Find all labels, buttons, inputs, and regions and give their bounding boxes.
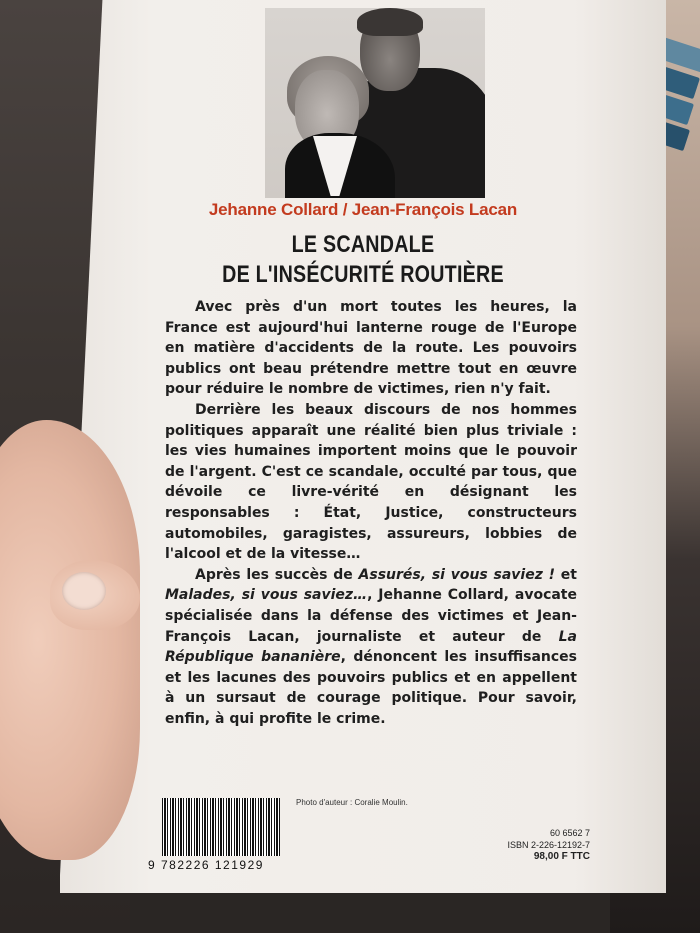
title-line-1: LE SCANDALE — [291, 231, 435, 258]
hand — [0, 420, 140, 860]
author-photo — [265, 8, 485, 198]
isbn-block — [500, 827, 590, 863]
book-authors: Jehanne Collard / Jean-François Lacan — [208, 200, 518, 219]
price: 98,00 F TTC — [533, 851, 590, 862]
photo-credit: Photo d'auteur : Coralie Moulin. — [296, 798, 408, 807]
product-code: 60 6562 7 — [549, 828, 590, 838]
blurb-paragraph-2: Derrière les beaux discours de nos hommes politiques apparaît une réalité bien plus triviale : les vies humaines importent moins que le pouvoir de l'argent. C'est ce scandale, occulté par tous, que dévoile ce livre-vérité en désignant les responsables : État, Justice, constructeurs automobiles, garagistes, assureurs, lobbies de l'alcool et de la vitesse… — [165, 401, 577, 563]
barcode — [162, 798, 280, 856]
thumbnail-nail — [62, 572, 106, 610]
book-title — [115, 230, 612, 290]
barcode-number: 9 782226 121929 — [148, 858, 264, 872]
title-line-2: DE L'INSÉCURITÉ ROUTIÈRE — [222, 261, 504, 288]
blurb-paragraph-3: Après les succès de Assurés, si vous saviez ! et Malades, si vous saviez…, Jehanne Collard, avocate spécialisée dans la défense des victimes et Jean-François Lacan, journaliste et auteur de La République bananière, dénoncent les insuffisances et les lacunes des pouvoirs publics et en appellent à un sursaut de courage politique. Pour savoir, enfin, à qui profite le crime. — [165, 566, 577, 727]
blurb-paragraph-1: Avec près d'un mort toutes les heures, la France est aujourd'hui lanterne rouge de l'Europe en matière d'accidents de la route. Les pouvoirs publics ont beau prétendre mettre tout en œuvre pour réduire le nombre de victimes, rien n'y fait. — [165, 299, 577, 398]
isbn: ISBN 2-226-12192-7 — [507, 840, 590, 850]
blurb — [165, 297, 577, 729]
